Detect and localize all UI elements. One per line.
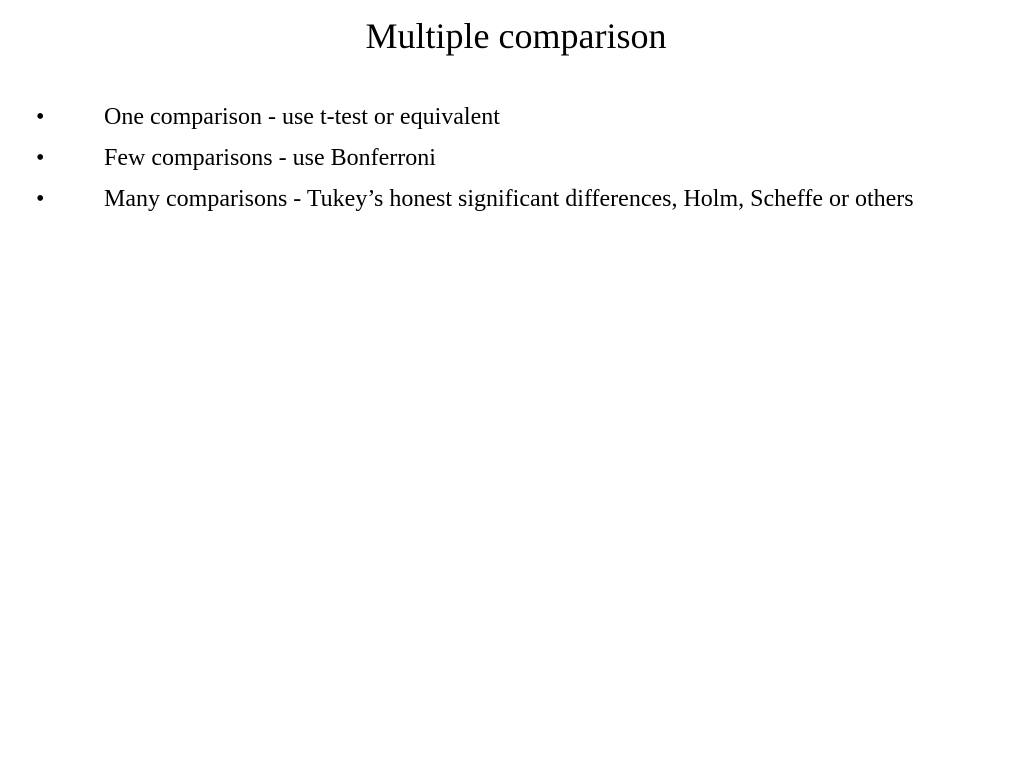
- bullet-icon: •: [36, 186, 45, 212]
- bullet-item: [0, 100, 1024, 134]
- slide-title: Multiple comparison: [365, 16, 667, 56]
- bullet-icon: •: [36, 104, 45, 130]
- bullet-item: [0, 141, 1024, 175]
- bullet-item: [0, 182, 1024, 216]
- bullet-text: Few comparisons - use Bonferroni: [104, 145, 436, 171]
- bullet-icon: •: [36, 145, 45, 171]
- bullet-list: [0, 100, 1024, 223]
- bullet-text: One comparison - use t-test or equivalent: [104, 104, 500, 130]
- bullet-text: Many comparisons - Tukey’s honest significant differences, Holm, Scheffe or others: [104, 186, 914, 212]
